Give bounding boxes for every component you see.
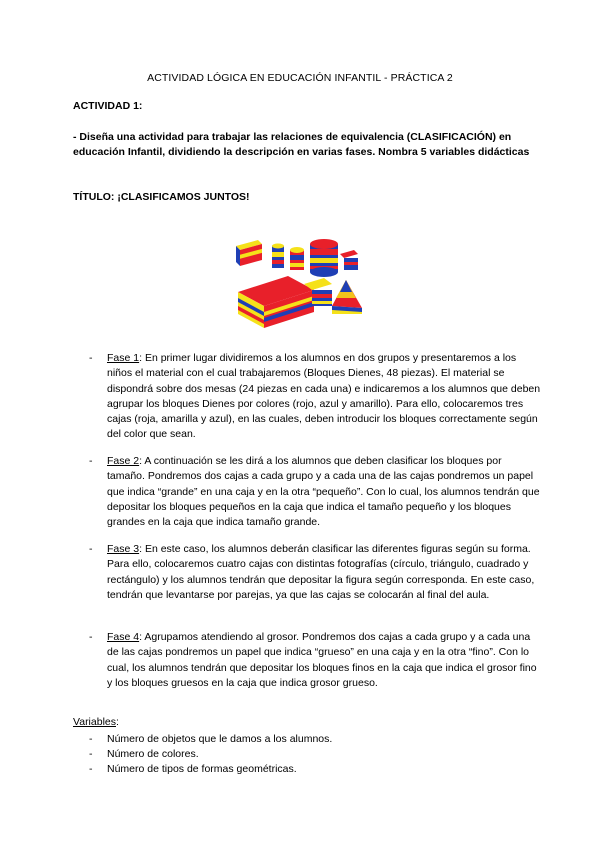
bullet-dash: - [89,748,93,760]
bullet-dash: - [89,631,93,643]
activity-title: TÍTULO: ¡CLASIFICAMOS JUNTOS! [73,191,250,203]
small-cylinder-block [272,244,284,269]
variables-colon: : [116,716,119,728]
small-cube-block [236,240,262,266]
phase-1-body: : En primer lugar dividiremos a los alumnos en dos grupos y presentaremos a los niños el material con el cual trabajaremos (Bloques Dienes, 48 piezas). El material se dispondrá sobre dos mesas (24 piezas en cada una) e indicaremos a los alumnos que deben agrupar los bloques Dienes por colores (rojo, azul y amarillo). Para ello, colocaremos tres cajas (roja, amarilla y azul), en las cuales, deben introducir los bloques correctamente según del color que sean. [107,352,541,441]
phase-4-text [107,630,542,691]
phase-3-text [107,542,542,603]
dienes-blocks-image [228,232,364,332]
phase-2-text [107,454,542,530]
phase-2-body: : A continuación se les dirá a los alumnos que deben clasificar los bloques por tamaño. Pondremos dos cajas a cada grupo y a cada una de las cajas pondremos un papel que indica “grande” en una caja y en la otra “pequeño”. Con lo cual, los alumnos tendrán que depositar los bloques pequeños en la caja que indica el tamaño pequeño y los bloques grandes en la caja que indica tamaño grande. [107,455,540,529]
phase-2-label: Fase 2 [107,455,140,467]
triangle-block [332,280,362,314]
phase-4-body: : Agrupamos atendiendo al grosor. Pondremos dos cajas a cada grupo y a cada una de las cajas pondremos un papel que indica “grueso” en una caja y en la otra “fino”. Con lo cual, los alumnos tendrán que depositar los bloques finos en la caja que indica el grosor fino y los bloques gruesos en la caja que indica grosor grueso. [107,631,537,689]
phase-4-label: Fase 4 [107,631,140,643]
bullet-dash: - [89,733,93,745]
tiny-cylinder-block [290,247,304,270]
phase-1-label: Fase 1 [107,352,140,364]
phase-1-text [107,351,542,443]
variable-text: Número de colores. [107,748,199,760]
variables-label: Variables [73,716,116,728]
bullet-dash: - [89,763,93,775]
bullet-dash: - [89,352,93,364]
phase-3-body: : En este caso, los alumnos deberán clasificar las diferentes figuras según su forma. Para ello, colocaremos cuatro cajas con distintas fotografías (círculo, triángulo, cuadrado y rectángulo) y los alumnos tendrán que depositar la figura según corresponda. En este caso, tendrán que levantarse por parejas, ya que las cajas se colocarán al final del aula. [107,543,535,601]
large-cylinder-block [310,239,338,277]
variable-text: Número de objetos que le damos a los alumnos. [107,733,333,745]
document-header: ACTIVIDAD LÓGICA EN EDUCACIÓN INFANTIL - PRÁCTICA 2 [147,72,453,84]
large-rectangle-block [238,276,314,328]
phase-3-label: Fase 3 [107,543,140,555]
small-square-block [340,250,358,270]
task-statement: - Diseña una actividad para trabajar las relaciones de equivalencia (CLASIFICACIÓN) en educación Infantil, dividiendo la descripción en varias fases. Nombra 5 variables didácticas [73,131,530,158]
variable-text: Número de tipos de formas geométricas. [107,763,297,775]
bullet-dash: - [89,543,93,555]
activity-heading: ACTIVIDAD 1: [73,100,143,112]
variables-heading [73,716,119,728]
bullet-dash: - [89,455,93,467]
